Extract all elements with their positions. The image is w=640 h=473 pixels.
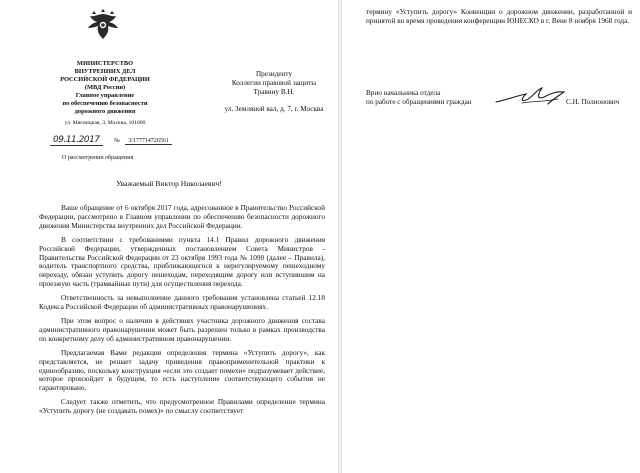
body-paragraph: Ваше обращение от 6 октября 2017 года, адресованное в Правительство Российской Федерации, рассмотрено в Главном управлении по обеспечению безопасности дорожного движения Министерства внутренних дел Российской Федерации. — [39, 203, 325, 230]
sender-address: ул. Мясницкая, 3, Москва, 101000 — [64, 120, 146, 126]
recipient-line: Коллегии правовой защиты — [231, 79, 317, 87]
signer-title — [366, 89, 472, 107]
letter-body — [39, 204, 325, 421]
letter-page-2 — [342, 0, 640, 473]
number-label: № — [114, 138, 120, 144]
signer-name: С.Н. Полионович — [566, 98, 620, 106]
registration-date: 09.11.2017 — [50, 135, 103, 146]
recipient-line: Президенту — [255, 70, 293, 78]
recipient-address: ул. Земляной вал, д. 7, г. Москва — [224, 105, 324, 113]
signer-title-line: по работе с обращениями граждан — [366, 98, 472, 106]
body-paragraph: Следует также отметить, что предусмотренное Правилами определение термина «Уступить дорогу (не создавать помех)» по смыслу соответствует — [39, 397, 325, 416]
ministry-line: (МВД России) — [84, 84, 126, 91]
body-paragraph: При этом вопрос о наличии в действиях участника дорожного движения состава административного правонарушения может быть разрешен только в рамках производства по конкретному делу об административном правонарушении. — [39, 315, 325, 343]
signer-title-line: Врио начальника отдела — [366, 89, 441, 97]
body-paragraph: В соответствии с требованиями пункта 14.1 Правил дорожного движения Российской Федерации, утвержденных постановлением Совета Министров - Правительства Российской Федерации от 23 октября 1993 года № 1090 (далее – Правила), водитель транспортного средства, приближающегося к нерегулируемому пешеходному переходу, обязан уступить дорогу пешеходам, переходящим дорогу или вступившим на проезжую часть (трамвайные пути) для осуществления перехода. — [39, 234, 325, 289]
body-paragraph: Ответственность за невыполнение данного требования установлена статьей 12.18 Кодекса Российской Федерации об административных правонарушениях. — [39, 293, 325, 312]
department-line: Главное управление — [75, 92, 135, 99]
salutation: Уважаемый Виктор Николаевич! — [116, 179, 222, 188]
department-line: дорожного движения — [74, 108, 136, 115]
continuation-text: термину «Уступить дорогу» Конвенции о дорожном движении, разработанной и принятой во время проведения конференции ЮНЕСКО в г. Вене 8 ноября 1968 года. — [366, 7, 632, 25]
body-paragraph: Предлагаемая Вами редакция определения термина «Уступить дорогу», как представляется, не решает задачу приведения правоприменительной практики к единообразию, поскольку конструкция «если это создает помехи» подразумевает действие, которое произойдет в будущем, то есть наступление соответствующего события не гарантировано. — [39, 347, 325, 393]
recipient-line: Травину В.Н. — [253, 88, 295, 96]
ministry-line: МИНИСТЕРСТВО — [76, 60, 134, 67]
registration-number: 3/177714726561 — [125, 138, 172, 145]
ministry-line: РОССИЙСКОЙ ФЕДЕРАЦИИ — [60, 76, 150, 83]
ministry-line: ВНУТРЕННИХ ДЕЛ — [74, 68, 136, 75]
recipient-block — [214, 70, 334, 114]
department-line: по обеспечению безопасности — [62, 100, 148, 107]
double-headed-eagle-emblem-icon — [86, 6, 120, 42]
handwritten-signature — [492, 82, 572, 108]
registration-line — [50, 135, 172, 146]
subject-line: О рассмотрении обращения — [62, 155, 134, 161]
sender-block — [36, 60, 174, 127]
